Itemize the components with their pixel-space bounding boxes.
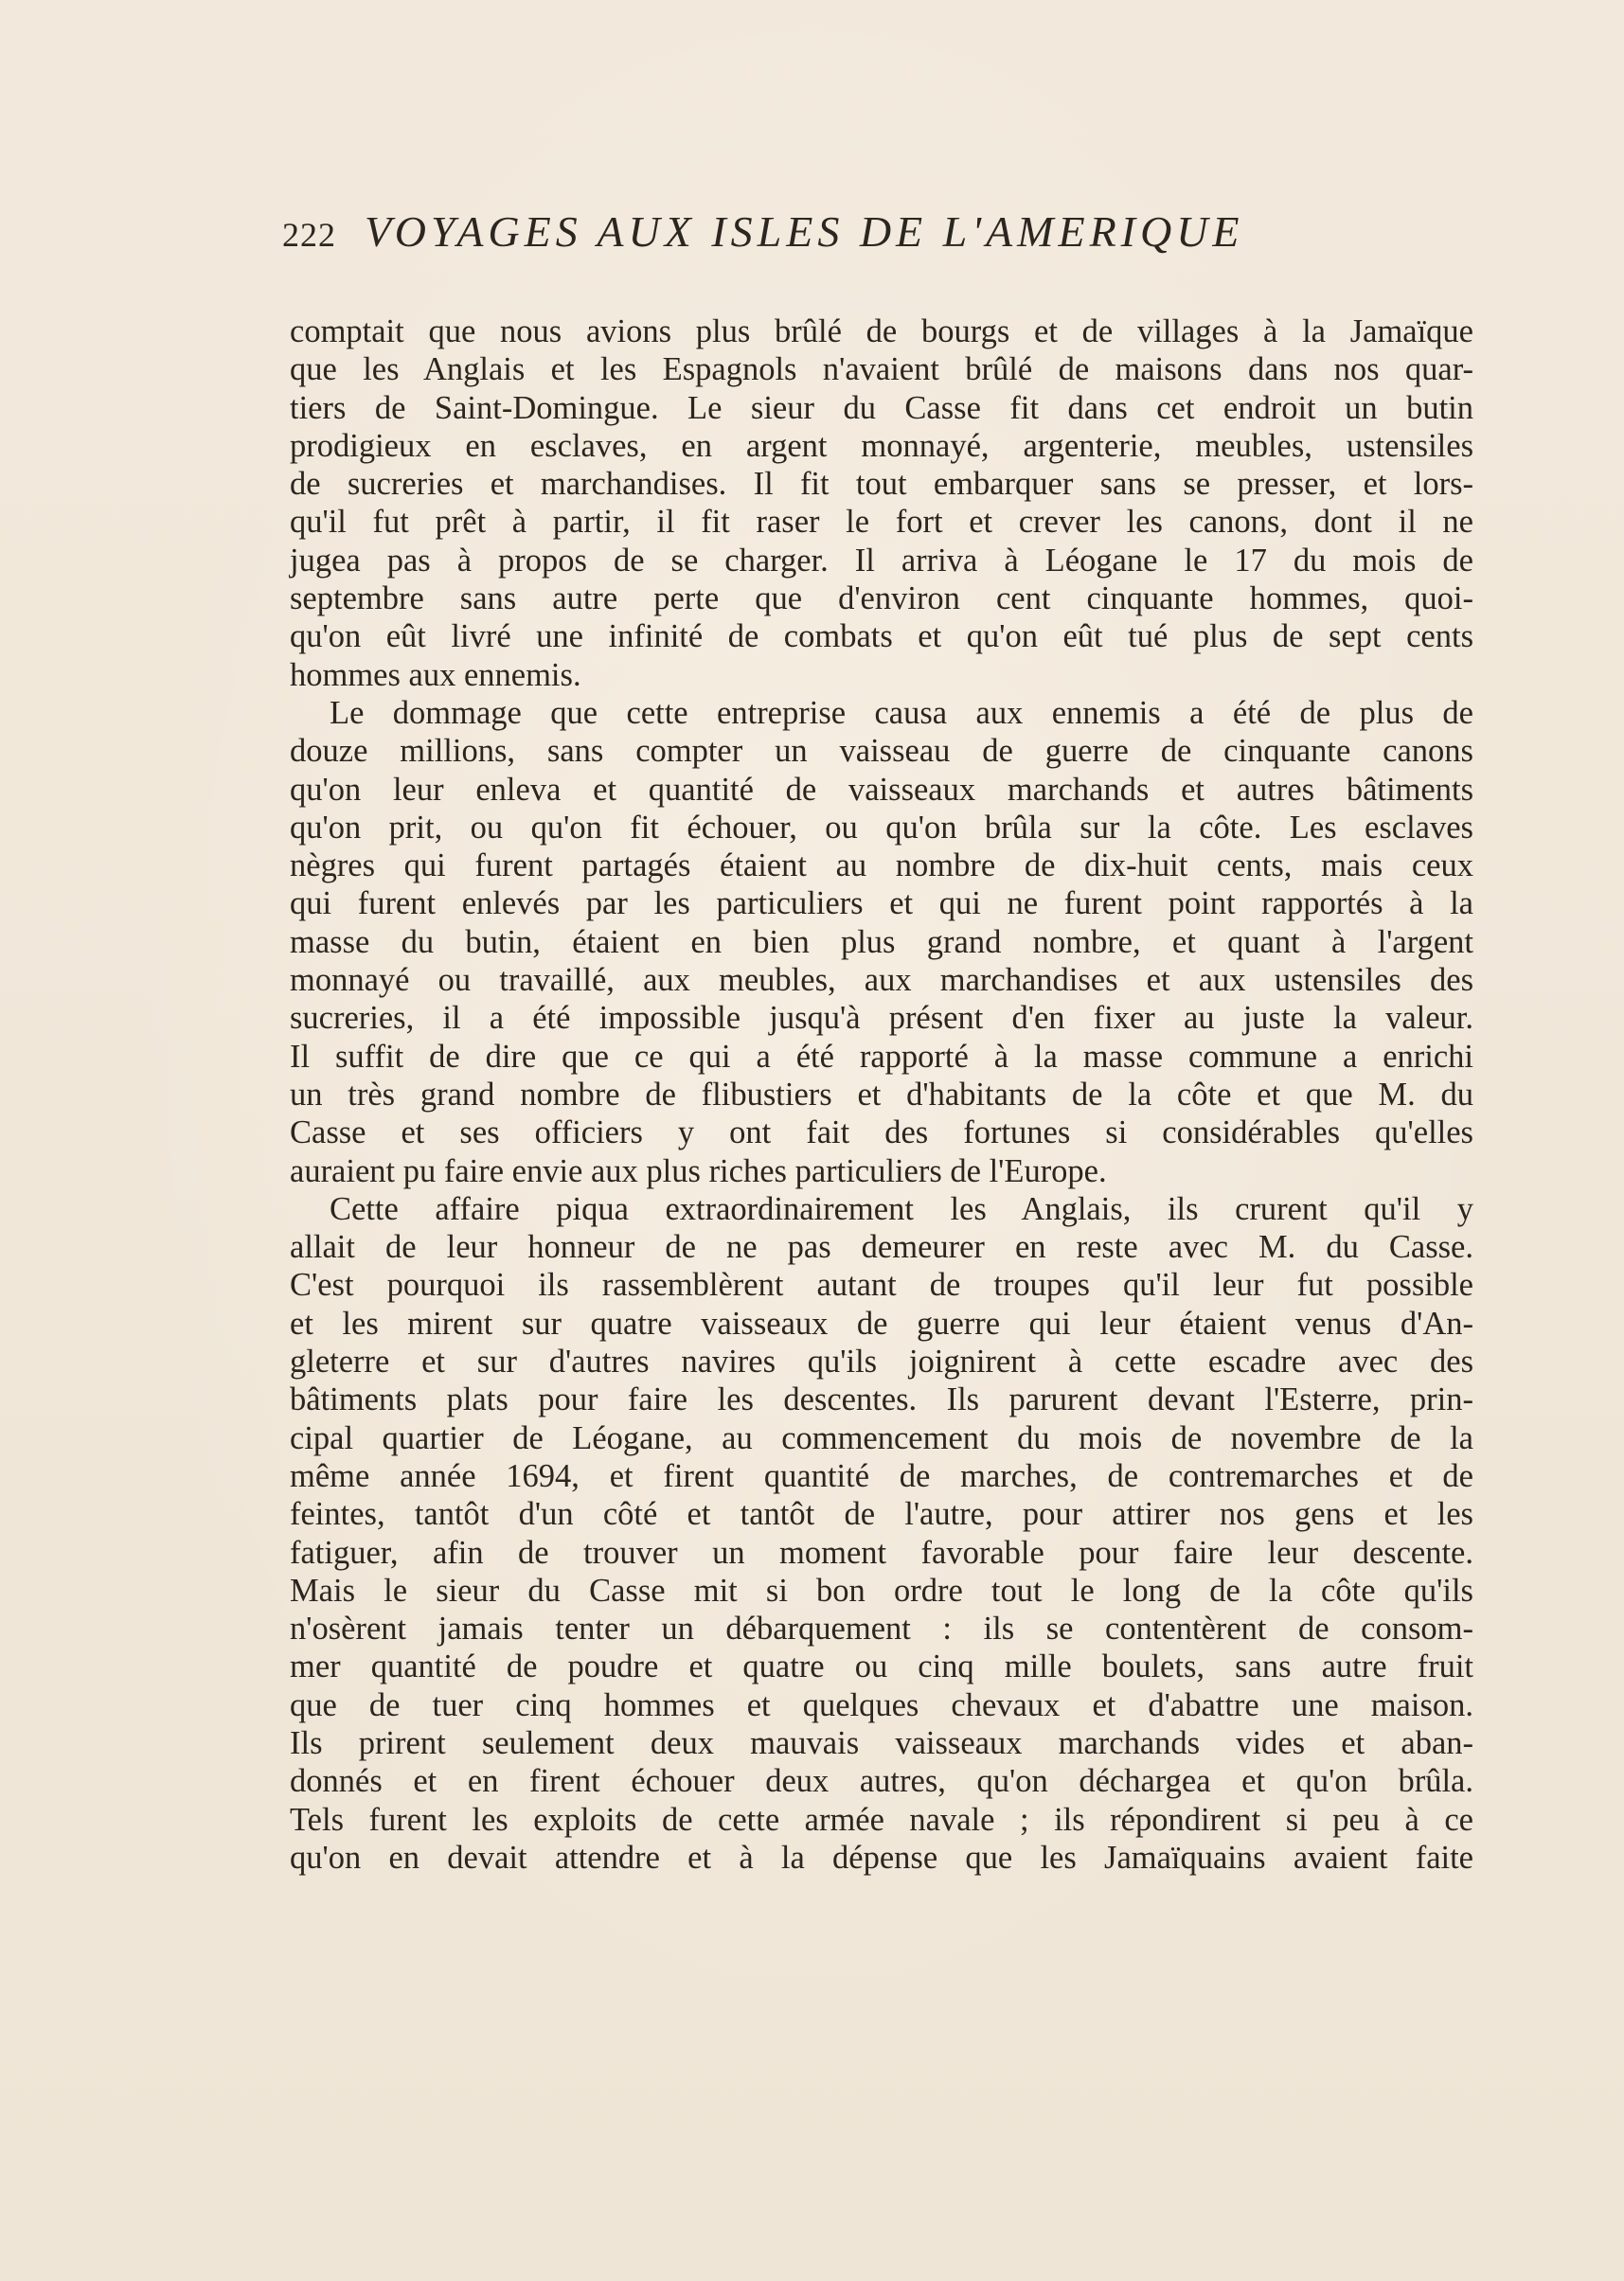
paragraph-1 — [290, 312, 1473, 694]
body-text — [290, 312, 1473, 1877]
text-line: monnayé ou travaillé, aux meubles, aux marchandises et aux ustensiles des — [290, 962, 1473, 999]
running-title: VOYAGES AUX ISLES DE L'AMERIQUE — [365, 207, 1244, 256]
text-line: et les mirent sur quatre vaisseaux de guerre qui leur étaient venus d'An- — [290, 1305, 1473, 1342]
text-line: qu'on leur enleva et quantité de vaisseaux marchands et autres bâtiments — [290, 771, 1473, 808]
text-line: fatiguer, afin de trouver un moment favorable pour faire leur descente. — [290, 1534, 1473, 1571]
text-line: septembre sans autre perte que d'environ cent cinquante hommes, quoi- — [290, 580, 1473, 617]
text-line: un très grand nombre de flibustiers et d'habitants de la côte et que M. du — [290, 1076, 1473, 1113]
text-line: sucreries, il a été impossible jusqu'à présent d'en fixer au juste la valeur. — [290, 1000, 1473, 1037]
text-line: masse du butin, étaient en bien plus grand nombre, et quant à l'argent — [290, 923, 1473, 960]
text-line: que de tuer cinq hommes et quelques chevaux et d'abattre une maison. — [290, 1686, 1473, 1723]
text-line: n'osèrent jamais tenter un débarquement : ils se contentèrent de consom- — [290, 1611, 1473, 1648]
text-line: Le dommage que cette entreprise causa aux ennemis a été de plus de — [330, 694, 1473, 731]
text-line: comptait que nous avions plus brûlé de bourgs et de villages à la Jamaïque — [290, 313, 1473, 349]
page-number: 222 — [282, 216, 336, 254]
text-line: mer quantité de poudre et quatre ou cinq mille boulets, sans autre fruit — [290, 1648, 1473, 1685]
text-line: hommes aux ennemis. — [290, 656, 581, 693]
text-line: qu'on prit, ou qu'on fit échouer, ou qu'on brûla sur la côte. Les esclaves — [290, 809, 1473, 846]
text-line: Tels furent les exploits de cette armée navale ; ils répondirent si peu à ce — [290, 1801, 1473, 1838]
text-line: gleterre et sur d'autres navires qu'ils joignirent à cette escadre avec des — [290, 1344, 1473, 1381]
running-head — [282, 206, 1381, 273]
text-line: qui furent enlevés par les particuliers et qui ne furent point rapportés à la — [290, 885, 1473, 922]
text-line: même année 1694, et firent quantité de marches, de contremarches et de — [290, 1457, 1473, 1494]
text-line: auraient pu faire envie aux plus riches particuliers de l'Europe. — [290, 1152, 1107, 1189]
text-line: qu'on en devait attendre et à la dépense que les Jamaïquains avaient faite — [290, 1839, 1473, 1876]
text-line: prodigieux en esclaves, en argent monnayé, argenterie, meubles, ustensiles — [290, 427, 1473, 464]
text-line: tiers de Saint-Domingue. Le sieur du Casse fit dans cet endroit un butin — [290, 389, 1473, 426]
text-line: Ils prirent seulement deux mauvais vaisseaux marchands vides et aban- — [290, 1724, 1473, 1761]
text-line: nègres qui furent partagés étaient au nombre de dix-huit cents, mais ceux — [290, 847, 1473, 884]
text-line: qu'on eût livré une infinité de combats et qu'on eût tué plus de sept cents — [290, 618, 1473, 655]
text-line: que les Anglais et les Espagnols n'avaient brûlé de maisons dans nos quar- — [290, 351, 1473, 388]
text-line: douze millions, sans compter un vaisseau de guerre de cinquante canons — [290, 733, 1473, 770]
text-line: jugea pas à propos de se charger. Il arriva à Léogane le 17 du mois de — [290, 542, 1473, 579]
text-line: bâtiments plats pour faire les descentes. Ils parurent devant l'Esterre, prin- — [290, 1381, 1473, 1418]
text-line: feintes, tantôt d'un côté et tantôt de l'autre, pour attirer nos gens et les — [290, 1496, 1473, 1533]
text-line: allait de leur honneur de ne pas demeurer en reste avec M. du Casse. — [290, 1229, 1473, 1266]
paragraph-3 — [290, 1190, 1473, 1877]
text-line: Casse et ses officiers y ont fait des fortunes si considérables qu'elles — [290, 1114, 1473, 1151]
text-line: cipal quartier de Léogane, au commencement du mois de novembre de la — [290, 1419, 1473, 1456]
text-line: Mais le sieur du Casse mit si bon ordre tout le long de la côte qu'ils — [290, 1572, 1473, 1609]
text-line: Cette affaire piqua extraordinairement les Anglais, ils crurent qu'il y — [330, 1190, 1473, 1227]
text-line: C'est pourquoi ils rassemblèrent autant de troupes qu'il leur fut possible — [290, 1267, 1473, 1304]
text-line: de sucreries et marchandises. Il fit tout embarquer sans se presser, et lors- — [290, 466, 1473, 503]
text-line: Il suffit de dire que ce qui a été rapporté à la masse commune a enrichi — [290, 1038, 1473, 1075]
text-line: qu'il fut prêt à partir, il fit raser le fort et crever les canons, dont il ne — [290, 504, 1473, 541]
text-line: donnés et en firent échouer deux autres, qu'on déchargea et qu'on brûla. — [290, 1763, 1473, 1800]
paragraph-2 — [290, 694, 1473, 1190]
